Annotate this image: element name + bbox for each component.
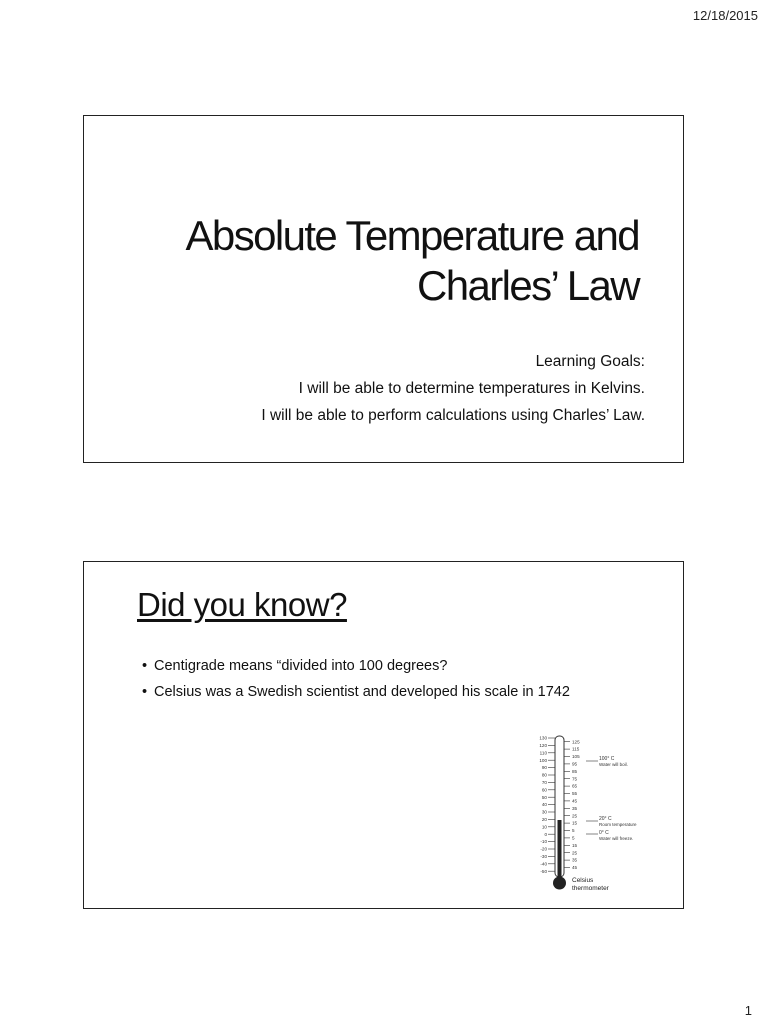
scale-label: 100 — [539, 757, 547, 763]
scale-label: 0 — [544, 831, 547, 837]
scale-label: 20 — [541, 817, 547, 822]
slide-2-title: Did you know? — [137, 586, 347, 623]
scale-label: 40 — [541, 802, 547, 808]
scale-label: 95 — [572, 761, 578, 767]
scale-label: 125 — [572, 739, 580, 745]
bullet-text: Centigrade means “divided into 100 degrees? — [154, 658, 448, 674]
scale-label: -40 — [540, 861, 547, 867]
slide-1 — [83, 115, 684, 463]
scale-label: 50 — [541, 794, 547, 800]
scale-label: 70 — [541, 780, 547, 785]
scale-label: 45 — [572, 798, 578, 804]
scale-label: 75 — [572, 776, 578, 782]
fact-list — [142, 653, 570, 705]
title-line-2: Charles’ Law — [416, 262, 639, 309]
scale-label: 35 — [572, 805, 578, 811]
scale-label: 30 — [541, 809, 547, 815]
scale-label: 110 — [539, 750, 547, 756]
scale-label: -20 — [540, 846, 547, 852]
bullet-icon: • — [142, 684, 148, 700]
scale-label: 25 — [572, 850, 578, 856]
annotation-freezing — [586, 830, 633, 841]
goal-item: I will be able to determine temperatures in Kelvins. — [298, 380, 645, 397]
scale-label: 130 — [539, 735, 547, 741]
page-number: 1 — [744, 1003, 752, 1018]
annotation-value: 20° C — [599, 816, 612, 822]
slide-2 — [83, 561, 684, 909]
right-scale — [564, 739, 580, 870]
annotation-room — [586, 816, 637, 827]
list-item — [142, 679, 570, 705]
scale-label: 5 — [572, 835, 575, 841]
learning-goals — [105, 348, 645, 429]
annotation-value: 100° C — [599, 756, 615, 762]
scale-label: 5 — [572, 828, 575, 834]
annotation-value: 0° C — [599, 830, 609, 836]
thermometer-liquid — [558, 820, 562, 882]
goal-item: I will be able to perform calculations using Charles’ Law. — [261, 407, 645, 424]
annotation-boiling — [586, 756, 628, 767]
annotation-note: Room temperature — [599, 822, 637, 827]
scale-label: 10 — [541, 824, 547, 830]
scale-label: 15 — [572, 842, 578, 848]
scale-label: 15 — [572, 820, 578, 826]
scale-label: -50 — [540, 868, 547, 874]
header-date: 12/18/2015 — [692, 8, 758, 23]
thermometer-label-line-2: thermometer — [572, 885, 609, 892]
annotation-note: Water will boil. — [599, 762, 628, 767]
scale-label: 115 — [572, 746, 580, 752]
scale-label: 45 — [572, 865, 578, 871]
left-scale — [539, 736, 555, 874]
bullet-icon: • — [142, 658, 148, 674]
annotation-note: Water will freeze. — [599, 836, 634, 841]
scale-label: 120 — [539, 743, 547, 748]
scale-label: 35 — [572, 857, 578, 863]
scale-label: 80 — [541, 772, 547, 778]
list-item — [142, 653, 570, 679]
thermometer-label-line-1: Celsius — [572, 877, 594, 884]
scale-label: 25 — [572, 813, 578, 819]
scale-label: 85 — [572, 768, 578, 774]
slide-1-title — [119, 211, 639, 311]
thermometer-bulb — [553, 877, 566, 890]
scale-label: 105 — [572, 754, 580, 760]
scale-label: 90 — [541, 765, 547, 771]
scale-label: 65 — [572, 783, 578, 789]
scale-label: -10 — [540, 839, 547, 845]
bullet-text: Celsius was a Swedish scientist and developed his scale in 1742 — [154, 684, 570, 700]
celsius-thermometer-image — [528, 734, 658, 899]
scale-label: 60 — [541, 787, 547, 793]
title-line-1: Absolute Temperature and — [185, 212, 639, 259]
scale-label: -30 — [540, 854, 547, 859]
scale-label: 55 — [572, 791, 578, 797]
goals-heading: Learning Goals: — [535, 353, 645, 370]
